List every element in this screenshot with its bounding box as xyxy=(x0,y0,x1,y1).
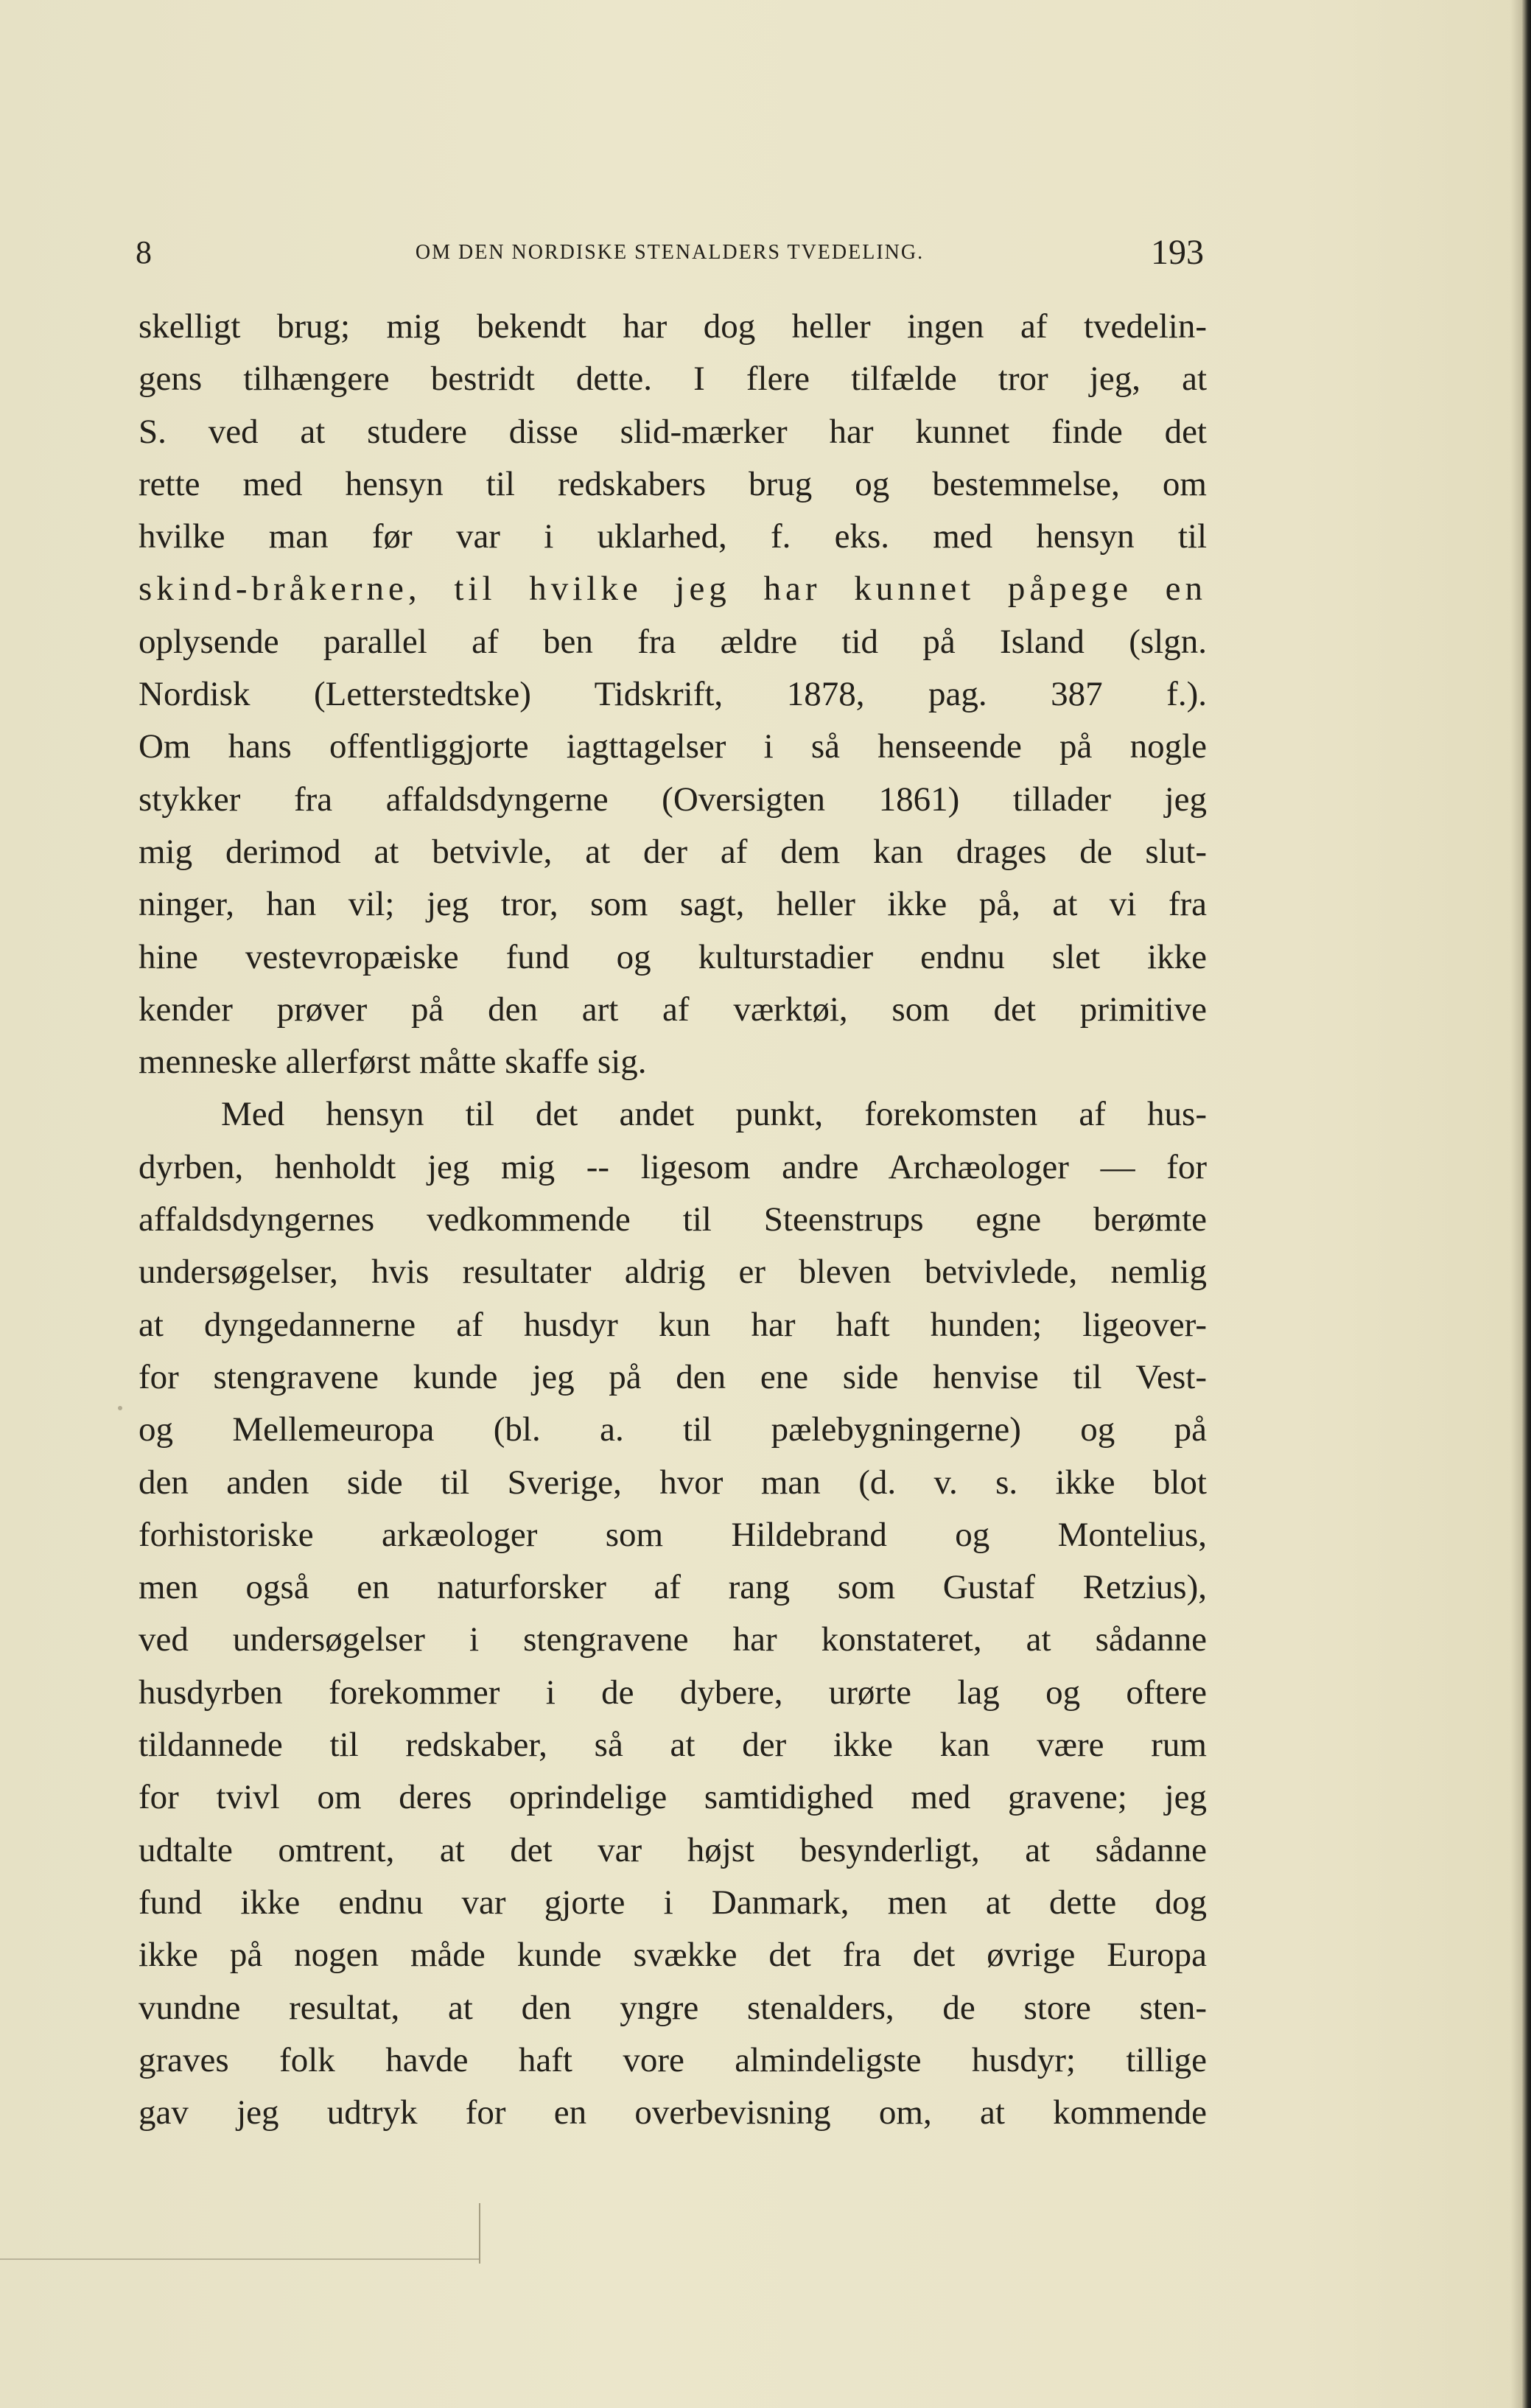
text-line: dyrben, henholdt jeg mig -- ligesom andre Archæologer — for xyxy=(139,1147,1207,1186)
text-line: gav jeg udtryk for en overbevisning om, at kommende xyxy=(139,2093,1207,2132)
text-line: tildannede til redskaber, så at der ikke kan være rum xyxy=(139,1726,1207,1765)
text-line: men også en naturforsker af rang som Gustaf Retzius), xyxy=(139,1568,1207,1607)
text-line: hvilke man før var i uklarhed, f. eks. med hensyn til xyxy=(139,517,1207,556)
text-line: mig derimod at betvivle, at der af dem kan drages de slut- xyxy=(139,832,1207,871)
body-text xyxy=(139,301,1207,2139)
text-line: for tvivl om deres oprindelige samtidighed med gravene; jeg xyxy=(139,1778,1207,1817)
text-line: udtalte omtrent, at det var højst besynderligt, at sådanne xyxy=(139,1830,1207,1869)
right-page-number: 193 xyxy=(1151,233,1204,272)
page-header xyxy=(136,227,1204,279)
text-line: kender prøver på den art af værktøi, som det primitive xyxy=(139,990,1207,1029)
text-line: og Mellemeuropa (bl. a. til pælebygningerne) og på xyxy=(139,1410,1207,1449)
text-line: fund ikke endnu var gjorte i Danmark, men at dette dog xyxy=(139,1883,1207,1922)
running-title: OM DEN NORDISKE STENALDERS TVEDELING. xyxy=(415,241,925,264)
text-line: at dyngedannerne af husdyr kun har haft hunden; ligeover- xyxy=(139,1305,1207,1344)
text-line: Om hans offentliggjorte iagttagelser i så henseende på nogle xyxy=(139,727,1207,766)
text-line: ninger, han vil; jeg tror, som sagt, heller ikke på, at vi fra xyxy=(139,885,1207,924)
text-line: forhistoriske arkæologer som Hildebrand og Montelius, xyxy=(139,1515,1207,1554)
text-line: ved undersøgelser i stengravene har konstateret, at sådanne xyxy=(139,1620,1207,1659)
footer-rule xyxy=(0,2258,480,2260)
text-line: menneske allerførst måtte skaffe sig. xyxy=(139,1043,647,1082)
footer-tick-mark xyxy=(479,2203,480,2264)
left-page-number: 8 xyxy=(136,234,152,270)
text-line: husdyrben forekommer i de dybere, urørte lag og oftere xyxy=(139,1673,1207,1712)
page-edge-shadow xyxy=(1510,0,1531,2408)
text-line: ikke på nogen måde kunde svække det fra det øvrige Europa xyxy=(139,1936,1207,1975)
text-line: hine vestevropæiske fund og kulturstadier endnu slet ikke xyxy=(139,937,1207,976)
text-line: S. ved at studere disse slid-mærker har kunnet finde det xyxy=(139,412,1207,451)
text-line: for stengravene kunde jeg på den ene side henvise til Vest- xyxy=(139,1357,1207,1396)
text-line: undersøgelser, hvis resultater aldrig er bleven betvivlede, nemlig xyxy=(139,1253,1207,1292)
text-line: skind-bråkerne, til hvilke jeg har kunnet påpege en xyxy=(139,570,1207,609)
text-line: gens tilhængere bestridt dette. I flere tilfælde tror jeg, at xyxy=(139,360,1207,399)
text-line: affaldsdyngernes vedkommende til Steenstrups egne berømte xyxy=(139,1200,1207,1239)
text-line: oplysende parallel af ben fra ældre tid på Island (slgn. xyxy=(139,622,1207,661)
text-line: graves folk havde haft vore almindeligste husdyr; tillige xyxy=(139,2040,1207,2079)
paragraph-first-line: Med hensyn til det andet punkt, forekomsten af hus- xyxy=(221,1095,1207,1134)
text-line: skelligt brug; mig bekendt har dog heller ingen af tvedelin- xyxy=(139,307,1207,346)
text-line: den anden side til Sverige, hvor man (d. v. s. ikke blot xyxy=(139,1463,1207,1502)
text-line: rette med hensyn til redskabers brug og bestemmelse, om xyxy=(139,464,1207,503)
text-line: stykker fra affaldsdyngerne (Oversigten 1861) tillader jeg xyxy=(139,780,1207,819)
paper-spot xyxy=(118,1406,122,1410)
text-line: Nordisk (Letterstedtske) Tidskrift, 1878, pag. 387 f.). xyxy=(139,675,1207,714)
text-line: vundne resultat, at den yngre stenalders, de store sten- xyxy=(139,1988,1207,2027)
